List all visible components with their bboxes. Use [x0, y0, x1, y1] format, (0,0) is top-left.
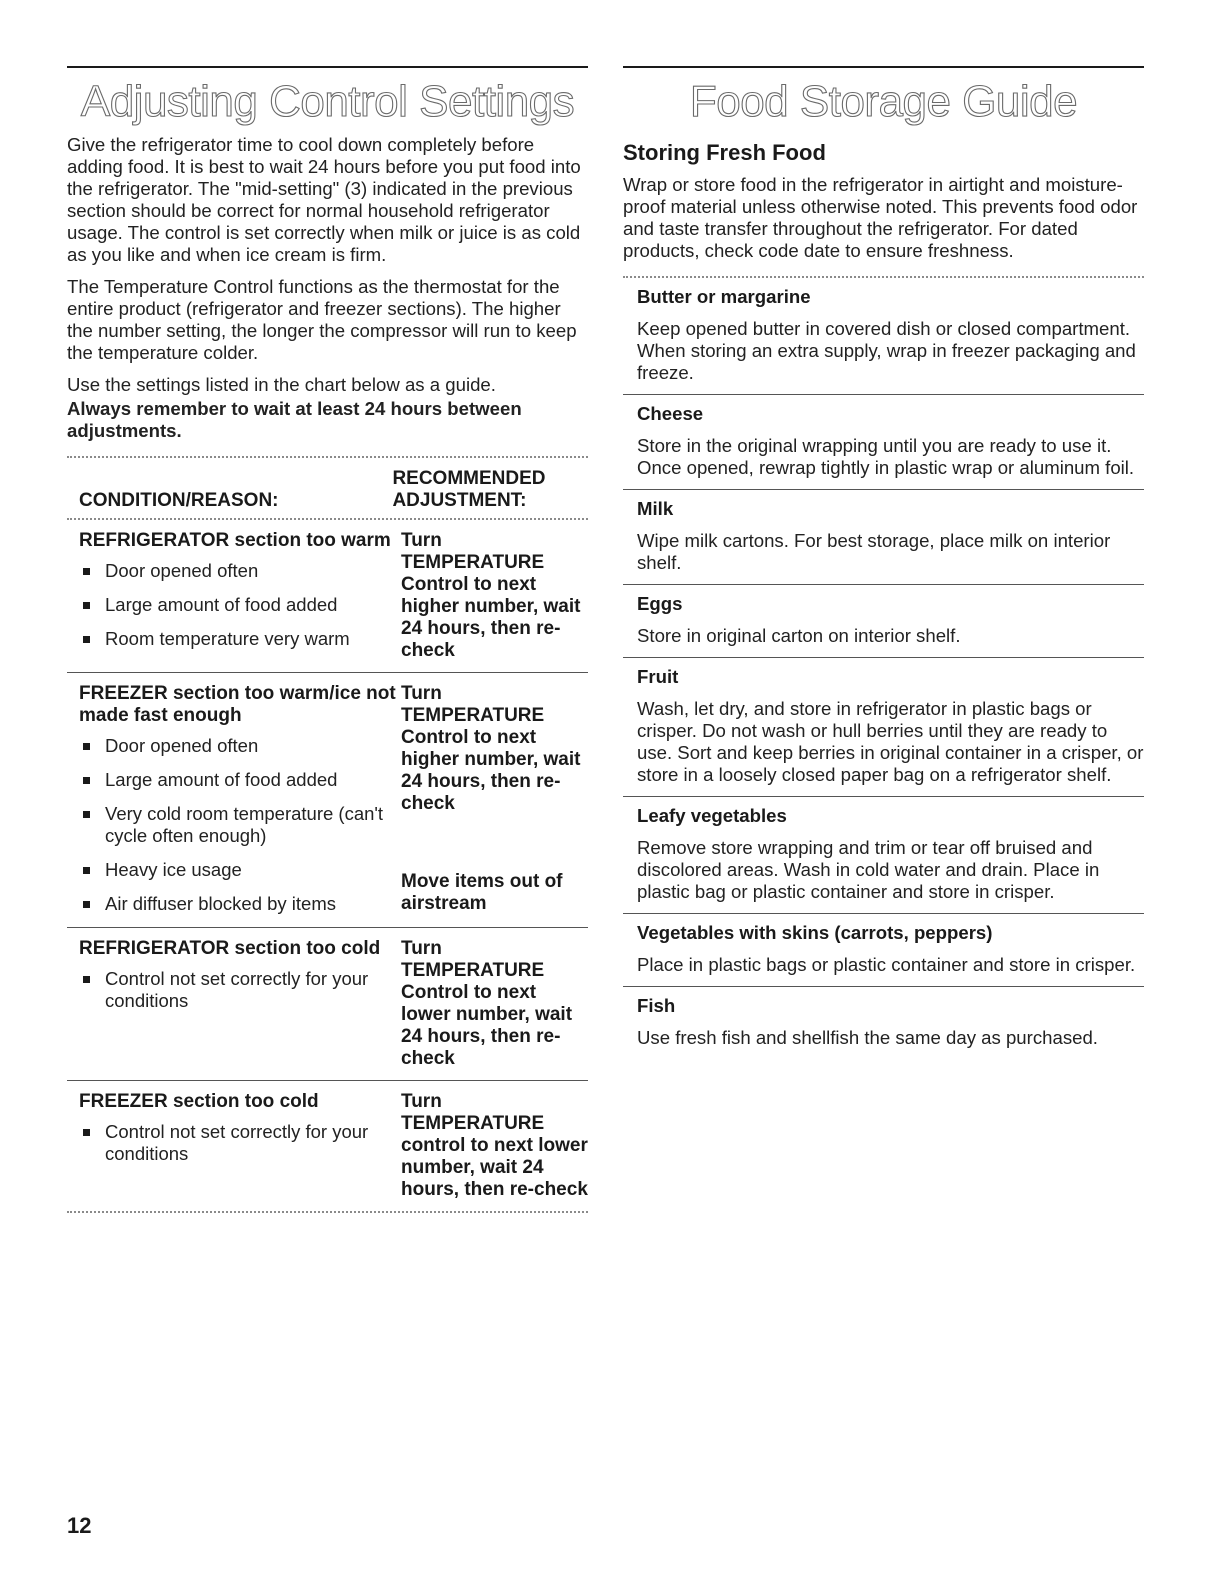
food-item-desc: Use fresh fish and shellfish the same day as purchased. [637, 1027, 1098, 1048]
emphasis-note: Always remember to wait at least 24 hours between adjustments. [67, 398, 522, 441]
food-item-desc: Wipe milk cartons. For best storage, place milk on interior shelf. [637, 530, 1111, 573]
food-item-name: Fish [637, 995, 676, 1016]
paragraph: Use the settings listed in the chart below as a guide. [67, 374, 496, 395]
section-title: Adjusting Control Settings [80, 77, 575, 126]
top-rule [623, 66, 1144, 68]
paragraph: Give the refrigerator time to cool down completely before adding food. It is best to wait 24 hours before you put food into the refrigerator. The "mid-setting" (3) indicated in the previous section should be correct for normal household refrigerator usage. The control is set correctly when milk or juice is as cold as you like and when ice cream is firm. [67, 134, 581, 265]
subsection-title: Storing Fresh Food [623, 140, 826, 165]
bullet-icon [83, 777, 90, 784]
food-item [623, 395, 1144, 490]
list-item: Door opened often [79, 735, 401, 757]
table-row [67, 520, 588, 673]
table-row [67, 928, 588, 1081]
food-item [623, 658, 1144, 797]
list-item: Control not set correctly for your conditions [79, 968, 401, 1012]
food-item-desc: Place in plastic bags or plastic container and store in crisper. [637, 954, 1136, 975]
food-item-name: Eggs [637, 593, 683, 614]
table-row [67, 673, 588, 928]
list-item: Air diffuser blocked by items [79, 893, 401, 915]
table-row [67, 1081, 588, 1211]
header-adjustment: RECOMMENDED ADJUSTMENT: [392, 468, 546, 511]
food-item [623, 987, 1144, 1059]
header-condition: CONDITION/REASON: [79, 490, 279, 511]
table-header [67, 458, 588, 518]
bullet-icon [83, 1129, 90, 1136]
food-item-name: Cheese [637, 403, 704, 424]
condition-label: REFRIGERATOR section too cold [79, 938, 381, 959]
food-item-name: Butter or margarine [637, 286, 811, 307]
food-item-desc: Store in original carton on interior shelf. [637, 625, 961, 646]
paragraph: Wrap or store food in the refrigerator in airtight and moisture-proof material unless otherwise noted. This prevents food odor and taste transfer throughout the refrigerator. For dated products, check code date to ensure freshness. [623, 174, 1138, 261]
adjustment-text-secondary: Move items out of airstream [401, 871, 563, 914]
food-item [623, 585, 1144, 658]
section-title: Food Storage Guide [689, 77, 1078, 126]
food-item-name: Fruit [637, 666, 679, 687]
adjustment-text: Turn TEMPERATURE Control to next higher number, wait 24 hours, then re-check [401, 530, 581, 661]
food-item-desc: Wash, let dry, and store in refrigerator in plastic bags or crisper. Do not wash or hull berries until they are ready to use. Sort and keep berries in original container in a crisper, or store in a loosely closed paper bag on a refrigerator shelf. [637, 698, 1144, 785]
paragraph: The Temperature Control functions as the thermostat for the entire product (refrigerator and freezer sections). The higher the number setting, the longer the compressor will run to keep the temperature colder. [67, 276, 577, 363]
list-item: Large amount of food added [79, 594, 401, 616]
page-number: 12 [67, 1513, 92, 1538]
food-item-desc: Remove store wrapping and trim or tear off bruised and discolored areas. Wash in cold water and drain. Place in plastic bag or plastic container and store in crisper. [637, 837, 1100, 902]
bullet-icon [83, 901, 90, 908]
food-item-name: Leafy vegetables [637, 805, 787, 826]
top-rule [67, 66, 588, 68]
list-item: Door opened often [79, 560, 401, 582]
bullet-icon [83, 867, 90, 874]
food-item [623, 797, 1144, 914]
condition-label: REFRIGERATOR section too warm [79, 530, 391, 551]
bullet-icon [83, 743, 90, 750]
list-item: Room temperature very warm [79, 628, 401, 650]
adjustment-text: Turn TEMPERATURE Control to next lower number, wait 24 hours, then re-check [401, 938, 573, 1069]
table-bottom-border [67, 1211, 588, 1213]
food-item [623, 278, 1144, 395]
food-storage-column [623, 66, 1144, 1059]
food-item [623, 490, 1144, 585]
bullet-icon [83, 602, 90, 609]
food-item-desc: Store in the original wrapping until you are ready to use it. Once opened, rewrap tightly in plastic wrap or aluminum foil. [637, 435, 1135, 478]
condition-label: FREEZER section too cold [79, 1091, 319, 1112]
food-item-desc: Keep opened butter in covered dish or closed compartment. When storing an extra supply, wrap in freezer packaging and freeze. [637, 318, 1136, 383]
adjustment-table [67, 456, 588, 1213]
food-item-name: Vegetables with skins (carrots, peppers) [637, 922, 993, 943]
list-item: Large amount of food added [79, 769, 401, 791]
bullet-icon [83, 976, 90, 983]
list-item: Very cold room temperature (can't cycle often enough) [79, 803, 401, 847]
adjusting-controls-column [67, 66, 588, 1213]
list-item: Heavy ice usage [79, 859, 401, 881]
condition-label: FREEZER section too warm/ice not made fast enough [79, 683, 396, 726]
list-item: Control not set correctly for your conditions [79, 1121, 401, 1165]
food-item-name: Milk [637, 498, 674, 519]
adjustment-text: Turn TEMPERATURE control to next lower number, wait 24 hours, then re-check [401, 1091, 588, 1200]
bullet-icon [83, 636, 90, 643]
adjustment-text: Turn TEMPERATURE Control to next higher number, wait 24 hours, then re-check [401, 683, 581, 814]
food-item [623, 914, 1144, 987]
bullet-icon [83, 811, 90, 818]
bullet-icon [83, 568, 90, 575]
